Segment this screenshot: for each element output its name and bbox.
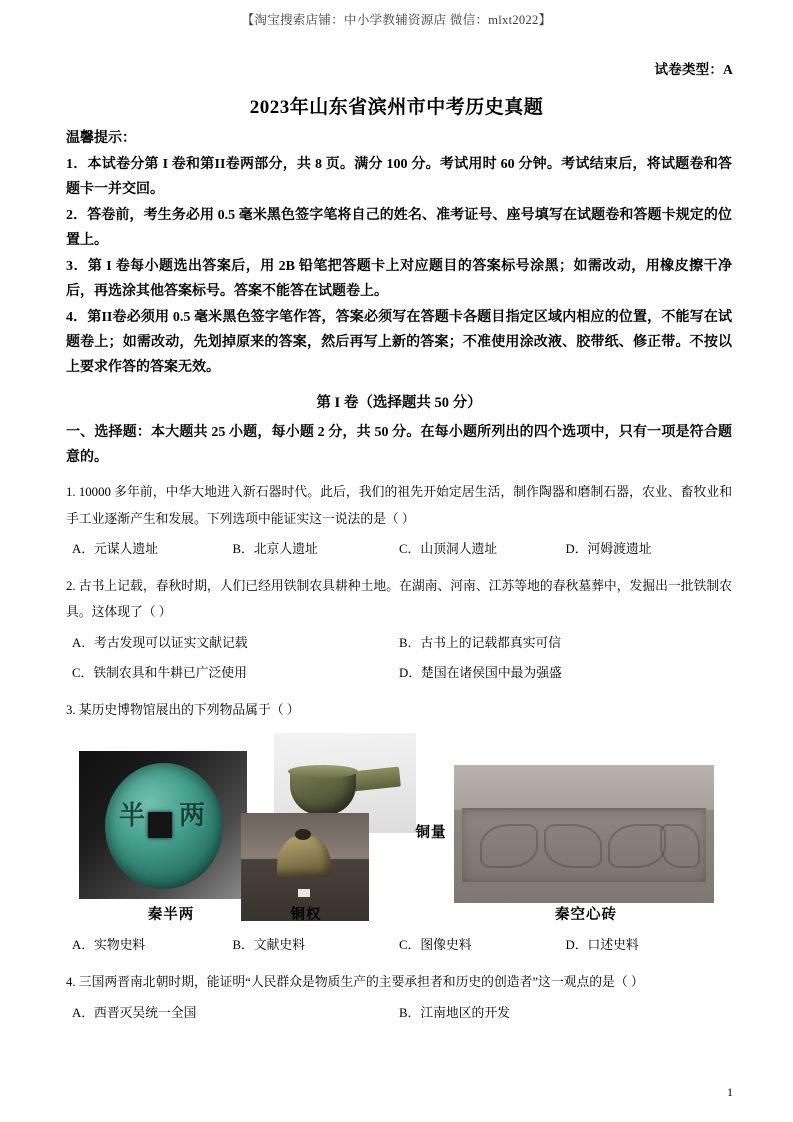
option-2-d[interactable]: D．楚国在诸侯国中最为强盛 xyxy=(399,665,562,680)
measure-handle-shape xyxy=(351,767,401,792)
caption-bronze-weight: 铜权 xyxy=(290,907,322,924)
caption-qin-banliang: 秦半两 xyxy=(147,907,195,924)
coin-square-hole xyxy=(148,812,172,838)
caption-bronze-measure: 铜量 xyxy=(415,825,447,842)
coin-glyph-left: 半 xyxy=(119,801,146,831)
brick-motif-1 xyxy=(480,824,538,868)
tip-item-1: 1．本试卷分第 I 卷和第II卷两部分，共 8 页。满分 100 分。考试用时 60 分钟。考试结束后，将试题卷和答题卡一并交回。 xyxy=(66,156,732,198)
brick-motif-2 xyxy=(544,824,602,868)
option-1-a[interactable]: A．元谋人遗址 xyxy=(72,541,159,556)
brick-motif-3 xyxy=(608,824,666,868)
option-3-a[interactable]: A．实物史料 xyxy=(72,938,146,953)
option-3-b[interactable]: B．文献史料 xyxy=(232,938,306,953)
question-options-3 xyxy=(66,932,732,958)
page-number: 1 xyxy=(727,1085,733,1099)
option-2-a[interactable]: A．考古发现可以证实文献记载 xyxy=(72,635,248,650)
question-stem-2: 2. 古书上记载，春秋时期，人们已经用铁制农具耕种土地。在湖南、河南、江苏等地的春秋墓葬中，发掘出一批铁制农具。这体现了（ ） xyxy=(66,579,732,620)
question-options-4 xyxy=(66,1000,732,1026)
question-options-1 xyxy=(66,536,732,562)
qin-banliang-coin-image xyxy=(79,751,247,899)
shop-watermark-header: 【淘宝搜索店铺：中小学教辅资源店 微信：mlxt2022】 xyxy=(241,13,552,27)
qin-hollow-brick-image xyxy=(454,765,714,903)
question-stem-1: 1. 10000 多年前，中华大地进入新石器时代。此后，我们的祖先开始定居生活，制作陶器和磨制石器，农业、畜牧业和手工业逐渐产生和发展。下列选项中能证实这一说法的是（ ） xyxy=(66,485,732,526)
weight-museum-placard xyxy=(298,889,310,897)
option-1-c[interactable]: C．山顶洞人遗址 xyxy=(399,541,498,556)
option-3-d[interactable]: D．口述史料 xyxy=(565,938,639,953)
exam-content xyxy=(66,128,732,1026)
option-2-c[interactable]: C．铁制农具和牛耕已广泛使用 xyxy=(72,665,247,680)
artifact-figure-group xyxy=(66,733,732,928)
question-stem-3: 3. 某历史博物馆展出的下列物品属于（ ） xyxy=(66,703,300,718)
section-heading: 第 I 卷（选择题共 50 分） xyxy=(316,394,482,411)
caption-qin-hollow-brick: 秦空心砖 xyxy=(555,907,617,924)
option-1-d[interactable]: D．河姆渡遗址 xyxy=(565,541,652,556)
tip-item-2: 2．答卷前，考生务必用 0.5 毫米黑色签字笔将自己的姓名、准考证号、座号填写在试题卷和答题卡规定的位置上。 xyxy=(66,207,732,249)
option-1-b[interactable]: B．北京人遗址 xyxy=(232,541,318,556)
weight-body-shape xyxy=(277,835,331,877)
tips-label: 温馨提示： xyxy=(66,131,136,146)
brick-carved-face xyxy=(462,810,706,882)
question-options-2-row2 xyxy=(66,660,732,686)
option-4-b[interactable]: B．江南地区的开发 xyxy=(399,1005,510,1020)
question-options-2-row1 xyxy=(66,630,732,656)
coin-glyph-right: 两 xyxy=(179,801,206,831)
page-title: 2023年山东省滨州市中考历史真题 xyxy=(249,97,544,118)
option-3-c[interactable]: C．图像史料 xyxy=(399,938,472,953)
paper-type-label: 试卷类型：A xyxy=(654,62,733,77)
option-4-a[interactable]: A．西晋灭吴统一全国 xyxy=(72,1005,197,1020)
option-2-b[interactable]: B．古书上的记载都真实可信 xyxy=(399,635,562,650)
tip-item-3: 3．第 I 卷每小题选出答案后，用 2B 铅笔把答题卡上对应题目的答案标号涂黑；如需改动，用橡皮擦干净后，再选涂其他答案标号。答案不能答在试题卷上。 xyxy=(66,258,732,300)
question-stem-4: 4. 三国两晋南北朝时期，能证明“人民群众是物质生产的主要承担者和历史的创造者”这一观点的是（ ） xyxy=(66,975,644,990)
tip-item-4: 4．第II卷必须用 0.5 毫米黑色签字笔作答，答案必须写在答题卡各题目指定区域内相应的位置，不能写在试题卷上；如需改动，先划掉原来的答案，然后再写上新的答案；不准使用涂改液、胶带纸、修正带。不按以上要求作答的答案无效。 xyxy=(66,309,732,376)
section-intro: 一、选择题：本大题共 25 小题，每小题 2 分，共 50 分。在每小题所列出的四个选项中，只有一项是符合题意的。 xyxy=(66,424,732,466)
brick-motif-4 xyxy=(660,824,700,868)
